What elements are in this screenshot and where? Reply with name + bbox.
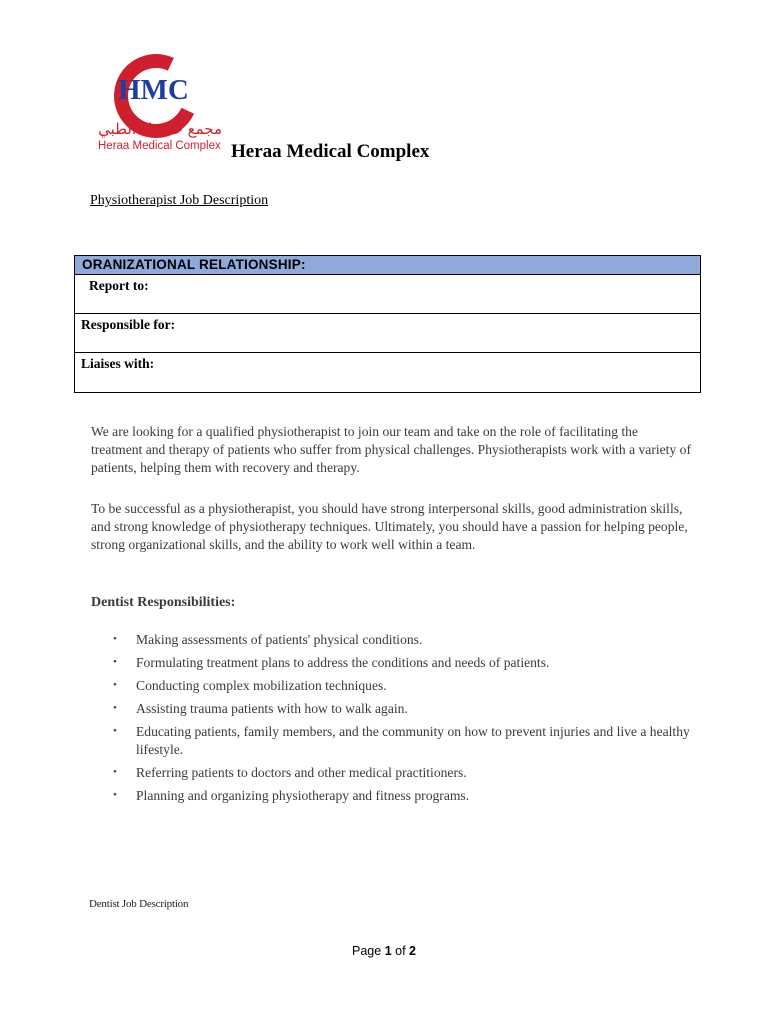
bullet-icon: •	[113, 702, 117, 715]
page-prefix: Page	[352, 944, 385, 958]
list-item-text: Planning and organizing physiotherapy and fitness programs.	[136, 788, 470, 804]
list-item-text: Educating patients, family members, and the community on how to prevent injuries and live a healthy lifestyle.	[136, 724, 690, 757]
report-to-label: Report to:	[89, 278, 149, 293]
bullet-icon: •	[113, 633, 117, 645]
relationship-table-heading: ORANIZATIONAL RELATIONSHIP:	[75, 256, 700, 275]
list-item	[91, 723, 691, 758]
list-item	[91, 700, 691, 718]
bullet-icon: •	[113, 789, 117, 802]
list-item	[91, 631, 691, 649]
list-item-text: Formulating treatment plans to address the conditions and needs of patients.	[136, 655, 550, 671]
logo-arabic-name: مجمع حـــراء الطبي	[98, 120, 222, 138]
list-item-text: Making assessments of patients' physical conditions.	[136, 632, 423, 647]
company-name: Heraa Medical Complex	[231, 141, 430, 162]
logo-english-name: Heraa Medical Complex	[98, 140, 221, 152]
list-item-text: Assisting trauma patients with how to walk again.	[136, 701, 408, 717]
liaises-with-label: Liaises with:	[81, 356, 155, 371]
list-item	[91, 787, 691, 805]
footer-note: Dentist Job Description	[89, 898, 189, 910]
bullet-icon: •	[113, 725, 117, 738]
intro-paragraph: We are looking for a qualified physiotherapist to join our team and take on the role of facilitating the treatment and therapy of patients who suffer from physical challenges. Physiotherapists work with a variety of patients, helping them with recovery and therapy.	[91, 424, 691, 476]
table-row	[75, 314, 700, 353]
document-title: Physiotherapist Job Description	[90, 193, 269, 208]
company-logo	[94, 50, 228, 160]
list-item-text: Conducting complex mobilization techniques.	[136, 678, 387, 694]
logo-abbreviation: HMC	[118, 74, 189, 106]
bullet-icon: •	[113, 765, 117, 778]
responsible-for-label: Responsible for:	[81, 317, 176, 332]
bullet-icon: •	[113, 656, 117, 669]
relationship-table	[74, 255, 701, 393]
table-row	[75, 275, 700, 314]
list-item	[91, 677, 691, 695]
list-item	[91, 764, 691, 782]
list-item-text: Referring patients to doctors and other medical practitioners.	[136, 764, 467, 780]
responsibilities-heading: Dentist Responsibilities:	[91, 595, 236, 610]
page-total: 2	[409, 944, 416, 958]
page-number	[0, 944, 768, 958]
bullet-icon: •	[113, 679, 117, 692]
page-current: 1	[384, 944, 392, 958]
page-of: of	[391, 944, 410, 958]
responsibilities-list	[91, 631, 691, 810]
table-row	[75, 353, 700, 392]
requirements-paragraph: To be successful as a physiotherapist, you should have strong interpersonal skills, good administration skills, and strong knowledge of physiotherapy techniques. Ultimately, you should have a passion for helping people, strong organizational skills, and the ability to work well within a team.	[91, 501, 688, 553]
list-item	[91, 654, 691, 672]
